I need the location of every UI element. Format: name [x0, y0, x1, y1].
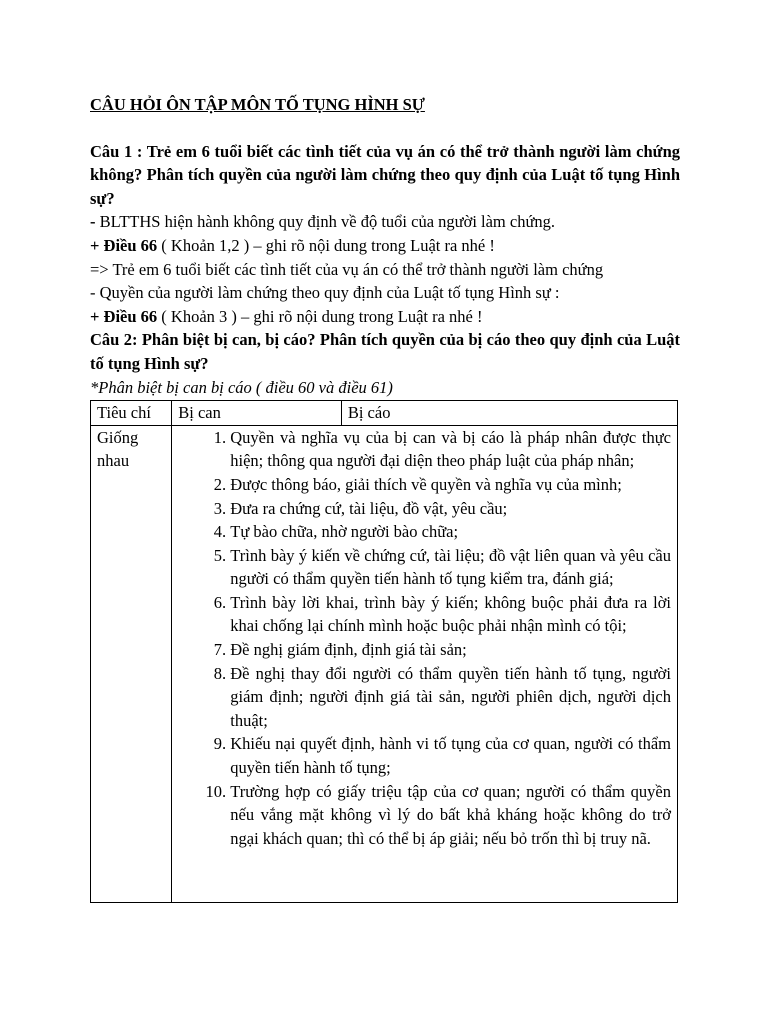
document-page	[90, 93, 680, 903]
header-accused: Bị can	[172, 401, 342, 426]
table-header-row	[91, 401, 678, 426]
comparison-subheading: *Phân biệt bị can bị cáo ( điều 60 và điều 61)	[90, 377, 393, 397]
similarities-cell	[172, 425, 678, 902]
list-item: 10. Trường hợp có giấy triệu tập của cơ quan; người có thẩm quyền nếu vắng mặt không vì lý do bất khả kháng hoặc không do trở ngại khách quan; thì có thể bị áp giải; nếu bỏ trốn thì bị truy nã.	[230, 780, 671, 851]
list-item: 2. Được thông báo, giải thích về quyền và nghĩa vụ của mình;	[230, 473, 671, 497]
document-title: CÂU HỎI ÔN TẬP MÔN TỐ TỤNG HÌNH SỰ	[90, 95, 425, 114]
list-item: 1. Quyền và nghĩa vụ của bị can và bị cáo là pháp nhân được thực hiện; thông qua người đại diện theo pháp luật của pháp nhân;	[230, 426, 671, 473]
list-item: 8. Đề nghị thay đổi người có thẩm quyền tiến hành tố tụng, người giám định; người định giá tài sản, người phiên dịch, người dịch thuật;	[230, 662, 671, 733]
list-item: 6. Trình bày lời khai, trình bày ý kiến; không buộc phải đưa ra lời khai chống lại chính mình hoặc buộc phải nhận mình có tội;	[230, 591, 671, 638]
table-row	[91, 425, 678, 902]
list-item: 4. Tự bào chữa, nhờ người bào chữa;	[230, 520, 671, 544]
answer-line-5-article: + Điều 66	[90, 306, 158, 326]
header-criteria: Tiêu chí	[91, 401, 172, 426]
similarities-list	[178, 426, 671, 851]
answer-line-5-text: ( Khoản 3 ) – ghi rõ nội dung trong Luật ra nhé !	[157, 306, 483, 326]
answer-line-1	[90, 210, 680, 234]
answer-line-2	[90, 234, 680, 258]
list-item: 3. Đưa ra chứng cứ, tài liệu, đồ vật, yêu cầu;	[230, 497, 671, 521]
answer-line-2-text: ( Khoản 1,2 ) – ghi rõ nội dung trong Luật ra nhé !	[157, 235, 495, 255]
question-1: Câu 1 : Trẻ em 6 tuổi biết các tình tiết của vụ án có thể trở thành người làm chứng không? Phân tích quyền của người làm chứng theo quy định của Luật tố tụng Hình sự?	[90, 141, 680, 208]
answer-line-5	[90, 305, 680, 329]
list-item: 7. Đề nghị giám định, định giá tài sản;	[230, 638, 671, 662]
answer-line-4: - Quyền của người làm chứng theo quy định của Luật tố tụng Hình sự :	[90, 283, 560, 303]
answer-line-1-bullet: -	[90, 212, 100, 232]
question-2: Câu 2: Phân biệt bị can, bị cáo? Phân tích quyền của bị cáo theo quy định của Luật tố tụng Hình sự?	[90, 330, 680, 373]
answer-line-2-article: + Điều 66	[90, 235, 158, 255]
answer-line-3: => Trẻ em 6 tuổi biết các tình tiết của vụ án có thể trở thành người làm chứng	[90, 259, 604, 279]
list-item: 9. Khiếu nại quyết định, hành vi tố tụng của cơ quan, người có thẩm quyền tiến hành tố tụng;	[230, 732, 671, 779]
header-defendant: Bị cáo	[341, 401, 677, 426]
row-label-similarities: Giống nhau	[91, 425, 172, 902]
list-item: 5. Trình bày ý kiến về chứng cứ, tài liệu; đồ vật liên quan và yêu cầu người có thẩm quyền tiến hành tố tụng kiểm tra, đánh giá;	[230, 544, 671, 591]
answer-line-1-text: BLTTHS hiện hành không quy định về độ tuổi của người làm chứng.	[99, 212, 556, 232]
comparison-table	[90, 400, 678, 903]
